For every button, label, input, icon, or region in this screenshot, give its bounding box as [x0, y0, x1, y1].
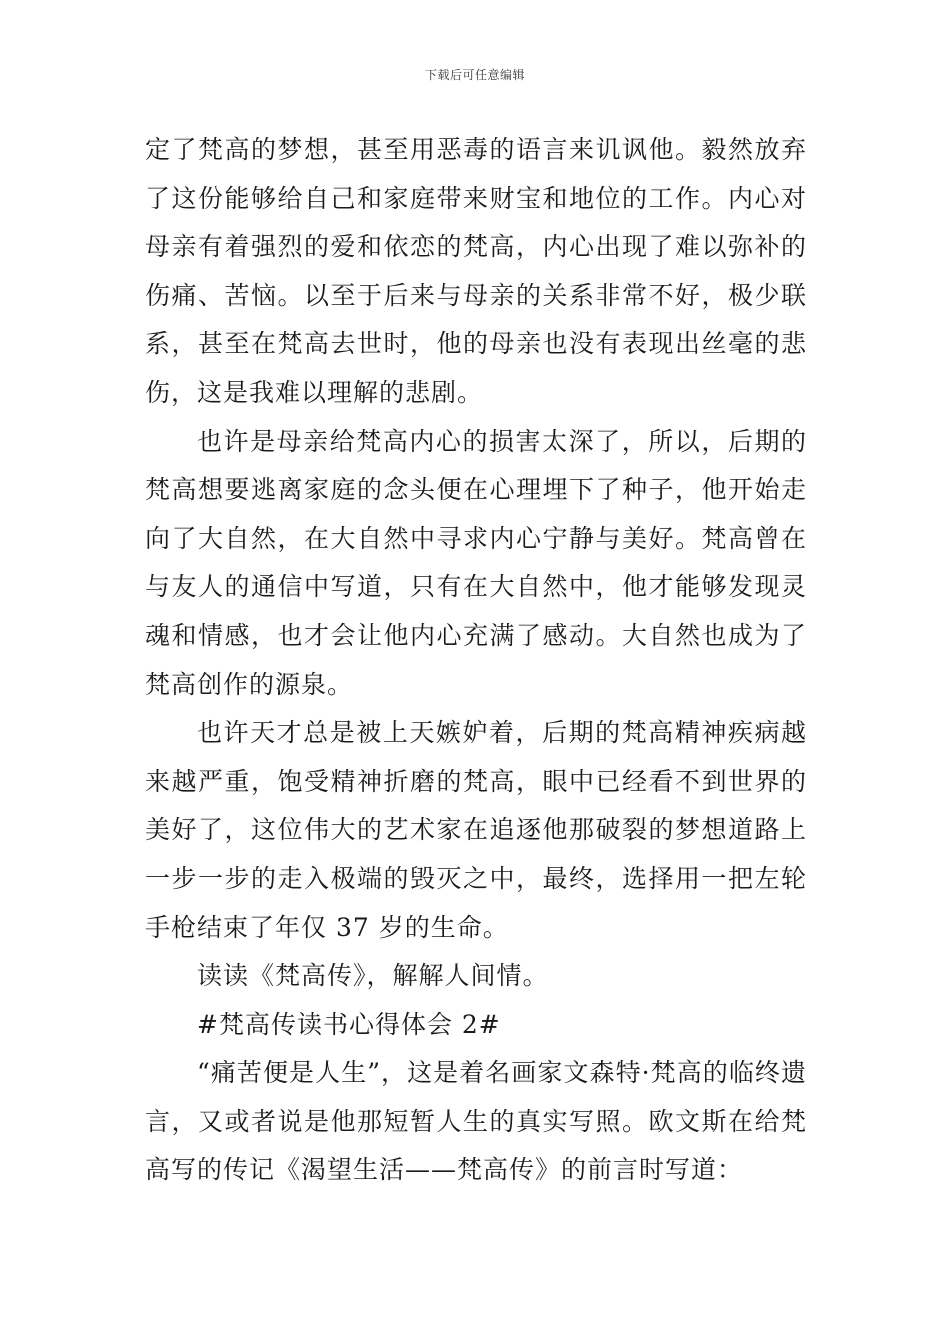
paragraph-3: 也许天才总是被上天嫉妒着，后期的梵高精神疾病越来越严重，饱受精神折磨的梵高，眼中已经看不到世界的美好了，这位伟大的艺术家在追逐他那破裂的梦想道路上一步一步的走入极端的毁灭之中，最终，选择用一把左轮手枪结束了年仅 37 岁的生命。 [145, 718, 807, 942]
paragraph-5: “痛苦便是人生”，这是着名画家文森特·梵高的临终遗言，又或者说是他那短暂人生的真实写照。欧文斯在给梵高写的传记《渴望生活——梵高传》的前言时写道： [145, 1058, 807, 1185]
paragraph-2: 也许是母亲给梵高内心的损害太深了，所以，后期的梵高想要逃离家庭的念头便在心理埋下了种子，他开始走向了大自然，在大自然中寻求内心宁静与美好。梵高曾在与友人的通信中写道，只有在大自然中，他才能够发现灵魂和情感，也才会让他内心充满了感动。大自然也成为了梵高创作的源泉。 [145, 426, 807, 699]
page-header: 下载后可任意编辑 [424, 68, 525, 82]
section-heading: #梵高传读书心得体会 2# [197, 1009, 501, 1039]
paragraph-1: 定了梵高的梦想，甚至用恶毒的语言来讥讽他。毅然放弃了这份能够给自己和家庭带来财宝和地位的工作。内心对母亲有着强烈的爱和依恋的梵高，内心出现了难以弥补的伤痛、苦恼。以至于后来与母亲的关系非常不好，极少联系，甚至在梵高去世时，他的母亲也没有表现出丝毫的悲伤，这是我难以理解的悲剧。 [145, 135, 807, 407]
paragraph-4: 读读《梵高传》，解解人间情。 [197, 961, 549, 991]
document-body [145, 126, 807, 1195]
